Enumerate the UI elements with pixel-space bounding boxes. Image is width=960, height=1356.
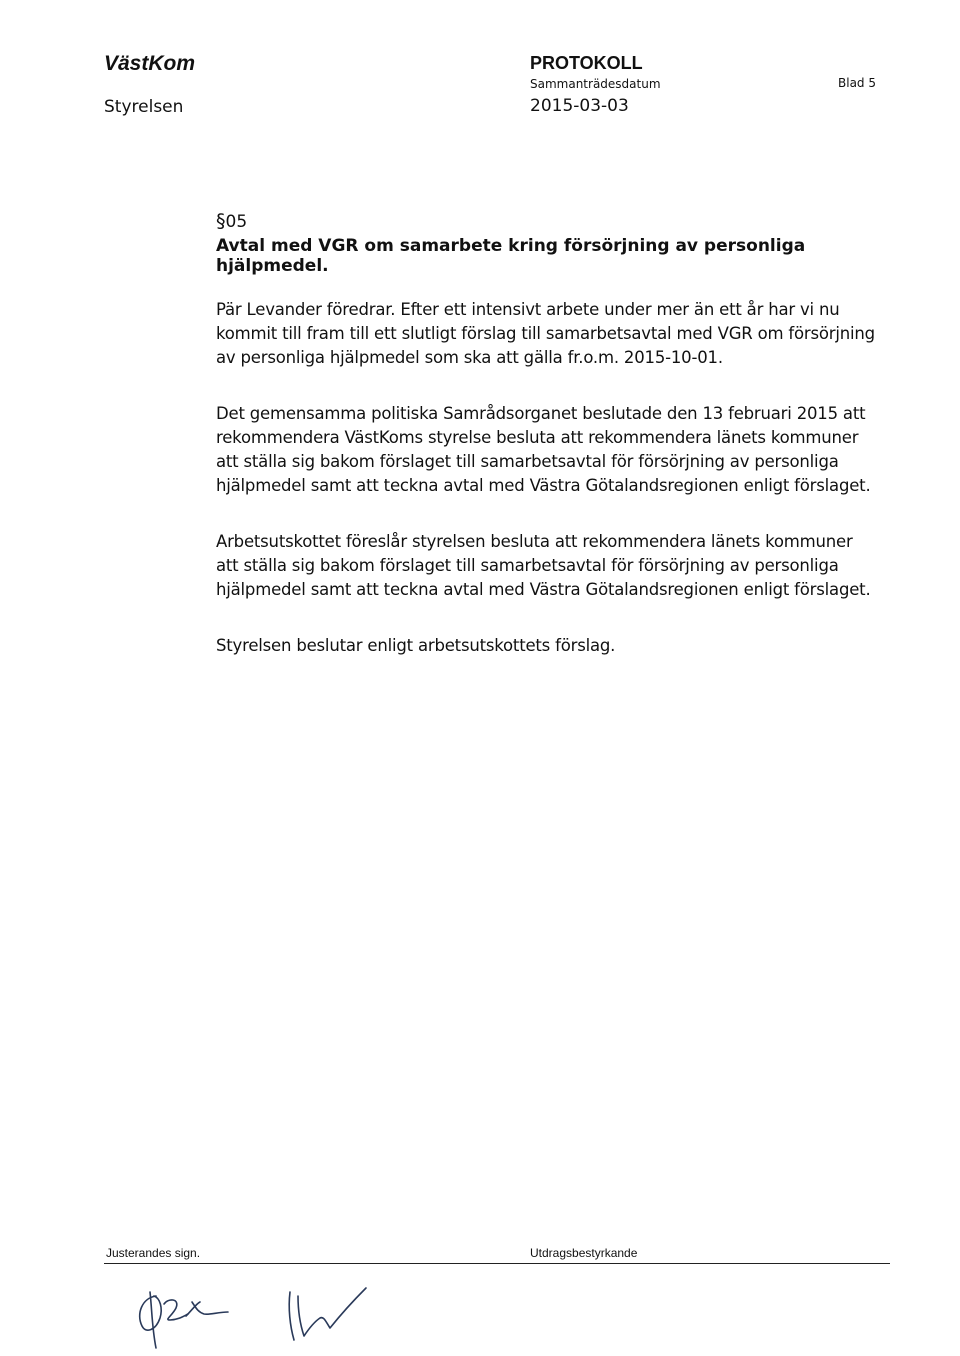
section-number-value: 05	[225, 212, 248, 232]
paragraph-proposal: Arbetsutskottet föreslår styrelsen besluta att rekommendera länets kommuner att ställa sig bakom förslaget till samarbetsavtal för försörjning av personliga hjälpmedel samt att teckna avtal med Västra Götalandsregionen enligt förslaget.	[216, 532, 871, 599]
organization-name: VästKom	[104, 52, 196, 75]
section-symbol: §	[216, 210, 226, 232]
paragraph-decision: Styrelsen beslutar enligt arbetsutskottets förslag.	[216, 636, 616, 655]
extract-label: Utdragsbestyrkande	[530, 1246, 638, 1260]
section-number	[216, 210, 876, 234]
section-title: Avtal med VGR om samarbete kring försörjning av personliga hjälpmedel.	[216, 236, 806, 276]
handwritten-signature	[130, 1274, 410, 1354]
board-name: Styrelsen	[104, 97, 184, 117]
document-type: PROTOKOLL	[530, 53, 643, 73]
signature-label: Justerandes sign.	[106, 1246, 201, 1260]
footer-rule	[104, 1263, 890, 1264]
meeting-date: 2015-03-03	[530, 96, 629, 116]
meeting-date-label: Sammanträdesdatum	[530, 77, 661, 91]
agenda-section	[216, 210, 876, 658]
paragraph-background: Det gemensamma politiska Samrådsorganet beslutade den 13 februari 2015 att rekommendera VästKoms styrelse besluta att rekommendera länets kommuner att ställa sig bakom förslaget till samarbetsavtal för försörjning av personliga hjälpmedel samt att teckna avtal med Västra Götalandsregionen enligt förslaget.	[216, 404, 871, 495]
paragraph-presentation: Pär Levander föredrar. Efter ett intensivt arbete under mer än ett år har vi nu kommit till fram till ett slutligt förslag till samarbetsavtal med VGR om försörjning av personliga hjälpmedel som ska att gälla fr.o.m. 2015-10-01.	[216, 300, 875, 367]
page-number: Blad 5	[838, 76, 876, 90]
